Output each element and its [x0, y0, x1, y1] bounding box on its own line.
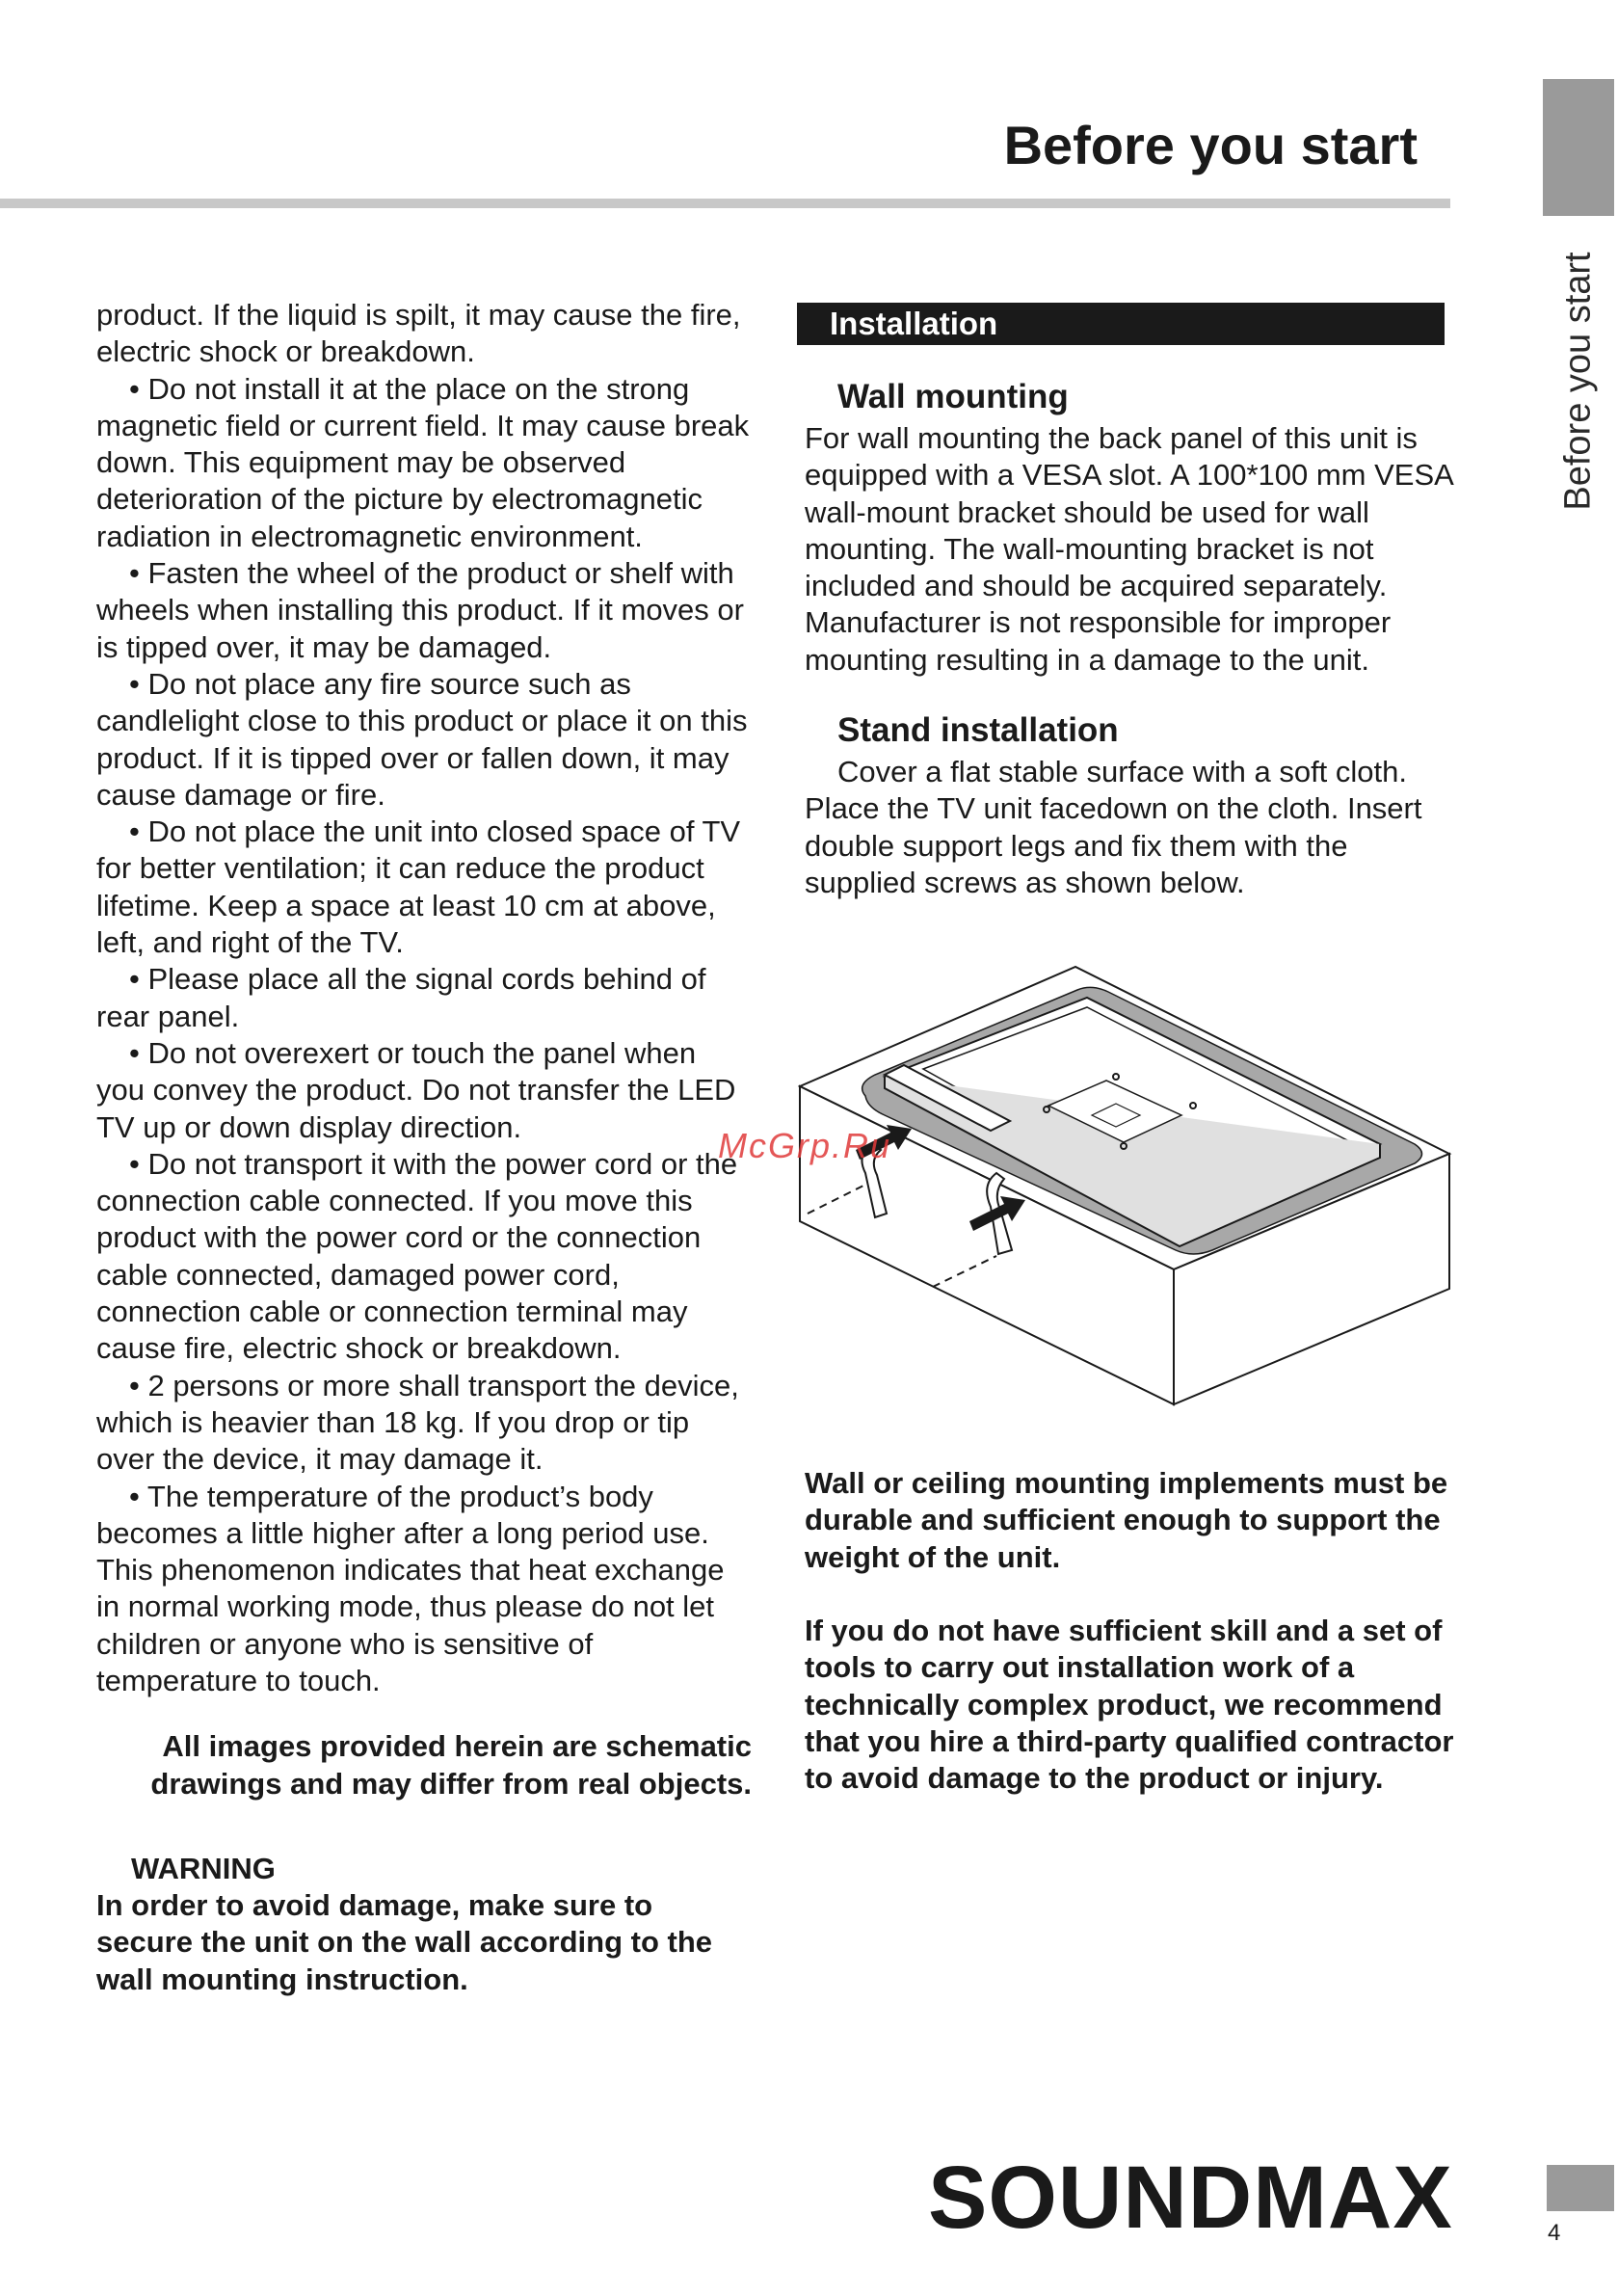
- contractor-note: If you do not have sufficient skill and a set of tools to carry out installation work of a technically complex product, we recommend that you hire a third-party qualified contractor to avoid damage to the product or injury.: [805, 1614, 1454, 1796]
- watermark: McGrp.Ru: [718, 1126, 892, 1165]
- warning-title: WARNING: [131, 1851, 276, 1885]
- stand-installation-heading: Stand installation: [837, 711, 1119, 750]
- header-divider: [0, 199, 1450, 208]
- page-number: 4: [1548, 2220, 1561, 2246]
- left-paragraph: product. If the liquid is spilt, it may cause the fire, electric shock or breakdown.: [96, 298, 741, 369]
- page-number-tab: [1547, 2165, 1614, 2211]
- schematic-note: All images provided herein are schematic drawings and may differ from real objects.: [150, 1729, 752, 1801]
- left-paragraph: • Do not place any fire source such as candlelight close to this product or place it on this product. If it is tipped over or fallen down, it may cause damage or fire.: [96, 666, 748, 812]
- wall-mounting-heading: Wall mounting: [837, 378, 1069, 415]
- left-paragraph: • Please place all the signal cords behind of rear panel.: [96, 962, 706, 1033]
- side-tab-marker: [1543, 79, 1614, 216]
- brand-logo: SOUNDMAX: [928, 2149, 1453, 2247]
- left-paragraph: • Do not overexert or touch the panel when you convey the product. Do not transfer the LED TV up or down display direction.: [96, 1035, 736, 1144]
- left-paragraph: • Do not place the unit into closed space of TV for better ventilation; it can reduce the product lifetime. Keep a space at least 10 cm at above, left, and right of the TV.: [96, 814, 741, 960]
- right-column: [805, 303, 1460, 901]
- left-paragraph: • Do not transport it with the power cord or the connection cable connected. If you move this product with the power cord or the connection cable connected, damaged power cord, connection cable or connection terminal may cause fire, electric shock or breakdown.: [96, 1146, 738, 1366]
- side-section-label-text: Before you start: [1557, 251, 1599, 511]
- left-paragraph: • 2 persons or more shall transport the device, which is heavier than 18 kg. If you drop or tip over the device, it may damage it.: [96, 1368, 739, 1477]
- wall-mounting-text: For wall mounting the back panel of this unit is equipped with a VESA slot. A 100*100 mm VESA wall-mount bracket should be used for wall mounting. The wall-mounting bracket is not included and should be acquired separately. Manufacturer is not responsible for improper mounting resulting in a damage to the unit.: [805, 421, 1453, 677]
- side-section-label: [1540, 241, 1617, 521]
- stand-installation-text: Cover a flat stable surface with a soft cloth. Place the TV unit facedown on the cloth. Insert double support legs and fix them with the supplied screws as shown below.: [805, 755, 1422, 899]
- page-title: Before you start: [1003, 115, 1418, 175]
- stand-installation-diagram: [798, 961, 1453, 1414]
- left-paragraph: • The temperature of the product’s body becomes a little higher after a long period use. This phenomenon indicates that heat exchange in normal working mode, thus please do not let children or anyone who is sensitive of temperature to touch.: [96, 1479, 725, 1697]
- installation-section-header: Installation: [797, 303, 1445, 345]
- left-paragraph: • Fasten the wheel of the product or shelf with wheels when installing this product. If it moves or is tipped over, it may be damaged.: [96, 556, 744, 664]
- mounting-implements-note: Wall or ceiling mounting implements must be durable and sufficient enough to support the weight of the unit.: [805, 1466, 1448, 1574]
- left-column: [96, 297, 752, 1998]
- warning-text: In order to avoid damage, make sure to secure the unit on the wall according to the wall mounting instruction.: [96, 1888, 713, 1996]
- left-paragraph: • Do not install it at the place on the strong magnetic field or current field. It may cause break down. This equipment may be observed deterioration of the picture by electromagnetic radiation in electromagnetic environment.: [96, 371, 750, 553]
